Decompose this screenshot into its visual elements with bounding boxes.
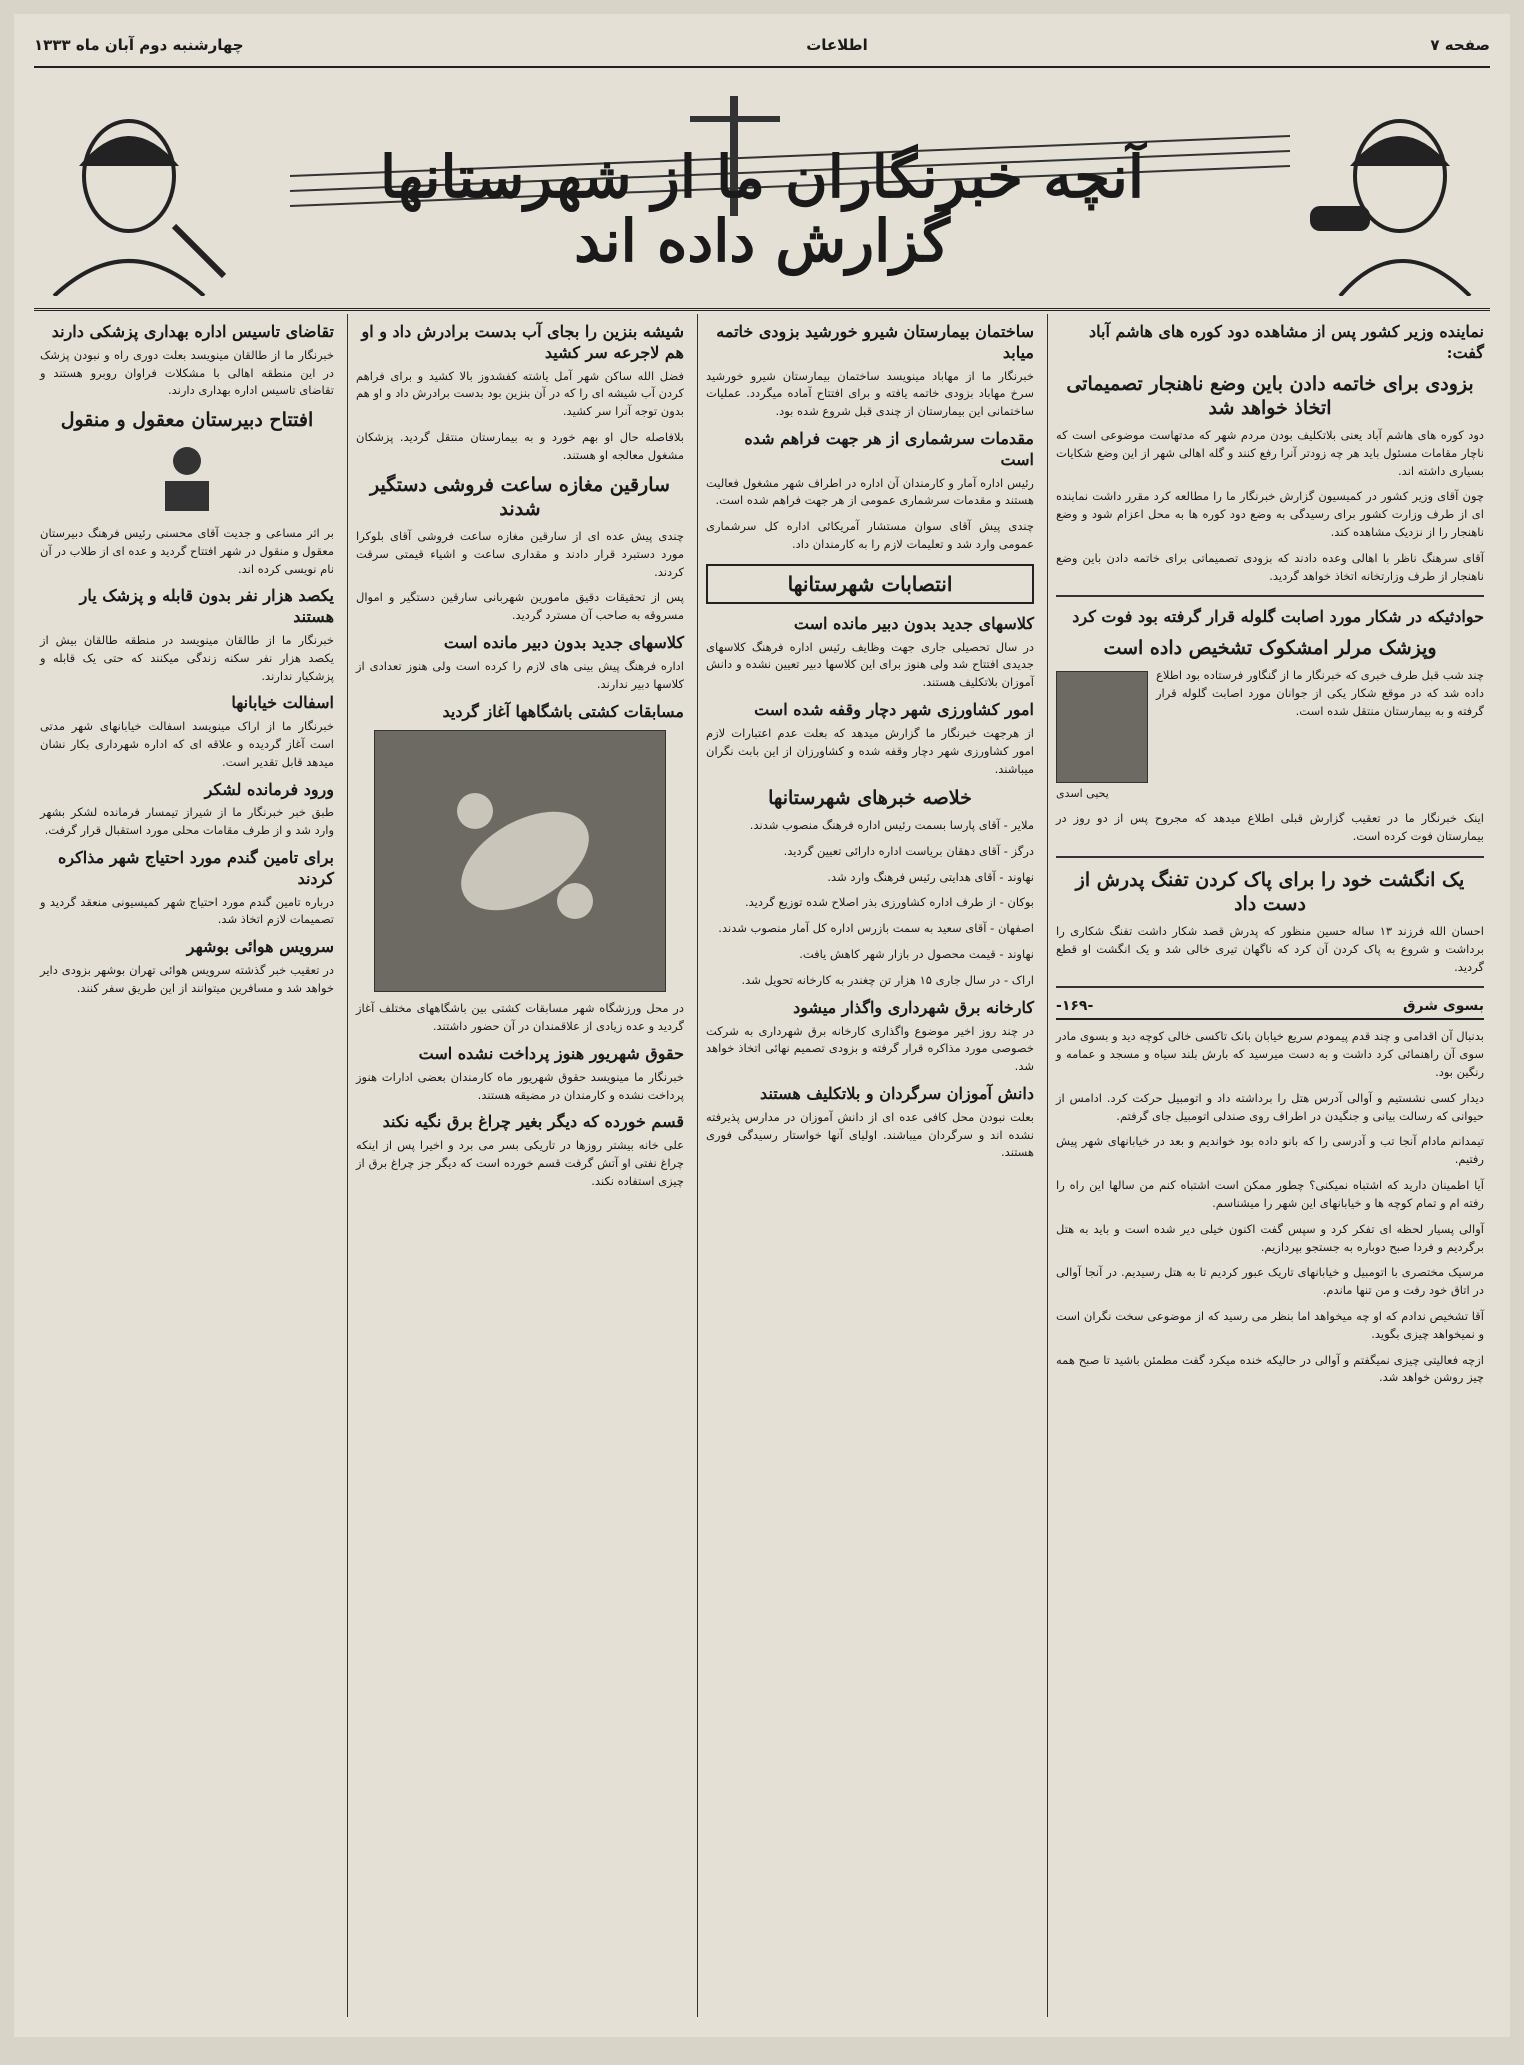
headline: سرویس هوائی بوشهر (186, 937, 334, 957)
article-text: بلافاصله حال او بهم خورد و به بیمارستان منتقل گردید. پزشکان مشغول معالجه او هستند. (356, 430, 684, 462)
headline: شیشه بنزین را بجای آب بدست برادرش داد و او هم لاجرعه سر کشید (361, 322, 684, 362)
article-text: رئیس اداره آمار و کارمندان آن اداره در اطراف شهر مشغول فعالیت هستند و مقدمات سرشماری عمومی از هر جهت فراهم شده است. (706, 475, 1034, 508)
news-brief: نهاوند - آقای هدایتی رئیس فرهنگ وارد شد. (827, 869, 1034, 884)
issue-date: چهارشنبه دوم آبان ماه ۱۳۳۳ (34, 36, 244, 54)
headline: مقدمات سرشماری از هر جهت فراهم شده است (744, 429, 1034, 469)
serial-header (1056, 998, 1484, 1020)
column-2 (700, 314, 1040, 2017)
article-text: دیدار کسی نشستیم و آوالی آدرس هتل را برداشته داد و اتومبیل حرکت کرد. ادامس از حیوانی که رسالت بیانی و جنگیدن در اطراف روی صندلی اتومبیل جای گرفتم. (1056, 1090, 1484, 1123)
headline: بزودی برای خاتمه دادن باین وضع ناهنجار تصمیماتی اتخاذ خواهد شد (1066, 372, 1474, 420)
article-text: ازچه فعالیتی چیزی نمیگفتم و آوالی در حالیکه خنده میکرد گفت مطمئن باشید تا صبح همه چیز روشن خواهد شد. (1056, 1352, 1484, 1385)
article-text: احسان الله فرزند ۱۳ ساله حسین منظور که پدرش قصد شکار داشت تفنگ شکاری را برداشت و شروع به پاک کردن آن کرد که ناگهان تیری خالی شد و یک انگشت او قطع گردید. (1056, 923, 1484, 974)
column-rule (697, 314, 698, 2017)
article-text: تیمدانم مادام آنجا تب و آدرسی را که بانو داده بود خواندیم و بعد در خیابانهای شهر پیش رفتیم. (1056, 1134, 1484, 1167)
headline: وپزشک مرلر امشکوک تشخیص داده است (1103, 637, 1437, 660)
headline: یکصد هزار نفر بدون قابله و پزشک یار هستند (79, 586, 334, 627)
paper-name: اطلاعات (806, 36, 868, 54)
article-text: فضل الله ساکن شهر آمل یاشته کفشدوز بالا کشید و برای فراهم کردن آب شیشه ای را که در آن بنزین بود بدست برادرش داد و او هم بدون توجه آنرا سر کشید. (356, 368, 684, 419)
article-text: در محل ورزشگاه شهر مسابقات کشتی بین باشگاههای مختلف آغاز گردید و عده زیادی از علاقمندان در آن حضور داشتند. (356, 1001, 684, 1034)
article-text: آقا تشخیص ندادم که او چه میخواهد اما بنظر می رسید که از موضوعی سخت نگران است و نمیخواهد چیزی بگوید. (1056, 1308, 1484, 1341)
article-text: بر اثر مساعی و جدیت آقای محسنی رئیس فرهنگ دبیرستان معقول و منقول در شهر افتتاح گردید و عده ای از طلاب در آن نام نویسی کرده اند. (40, 525, 334, 576)
news-brief: اراک - در سال جاری ۱۵ هزار تن چغندر به کارخانه تحویل شد. (741, 972, 1034, 987)
serial-title: بسوی شرق (1403, 998, 1484, 1015)
divider (1056, 595, 1484, 597)
headline: سارقین مغازه ساعت فروشی دستگیر شدند (370, 473, 670, 521)
headline: برای تامین گندم مورد احتیاج شهر مذاکره کردند (57, 848, 334, 888)
headline: افتتاح دبیرستان معقول و منقول (60, 409, 314, 432)
column-4 (34, 314, 340, 2017)
column-1 (1050, 314, 1490, 2017)
headline: حوادثیکه در شکار مورد اصابت گلوله قرار گرفته بود فوت کرد (1072, 607, 1484, 627)
serial-number: -۱۶۹- (1056, 998, 1094, 1015)
divider (1056, 986, 1484, 988)
article-text: آقای سرهنگ ناظر با اهالی وعده دادند که بزودی تصمیماتی برای خاتمه دادن باین وضع ناهنجار از طرف وزارتخانه اتخاذ خواهد گردید. (1056, 550, 1484, 583)
headline: دانش آموزان سرگردان و بلاتکلیف هستند (760, 1083, 1034, 1103)
article-text: مرسیک مختصری با اتومبیل و خیابانهای تاریک عبور کردیم تا به هتل رسیدیم. در آنجا آوالی در اتاق خود رفت و من تنها ماندم. (1056, 1265, 1484, 1298)
article-text: بعلت نبودن محل کافی عده ای از دانش آموزان در مدارس پذیرفته نشده اند و سرگردان میباشند. اولیای آنها خواستار رسیدگی فوری هستند. (706, 1109, 1034, 1160)
news-brief: درگز - آقای دهقان بریاست اداره دارائی تعیین گردید. (783, 843, 1034, 858)
article-text: علی خانه بیشتر روزها در تاریکی بسر می برد و اخیرا پس از اینکه چراغ نفتی او آتش گرفت قسم خورده است که دیگر جز چراغ برق از چیزی استفاده نکند. (356, 1138, 684, 1188)
headline: نماینده وزیر کشور پس از مشاهده دود کوره های هاشم آباد گفت: (1089, 322, 1484, 362)
article-text: طبق خبر خبرنگار ما از شیراز تیمسار فرمانده لشکر بشهر وارد شد و از طرف مقامات محلی مورد استقبال قرار گرفت. (40, 805, 334, 838)
man-writing-illustration (34, 106, 244, 296)
column-3 (350, 314, 690, 2017)
book-reader-icon (147, 439, 227, 519)
headline: ساختمان بیمارستان شیرو خورشید بزودی خاتمه میابد (716, 322, 1034, 362)
page-number: صفحه ۷ (1430, 36, 1490, 54)
masthead-title: آنچه خبرنگاران ما از شهرستانها گزارش داده اند (380, 143, 1144, 275)
article-text: چندی پیش عده ای از سارقین مغازه ساعت فروشی آقای بلوکرا مورد دستبرد قرار دادند و مقداری ساعت و اشیاء قیمتی سرقت کردند. (356, 529, 684, 579)
article-text: خبرنگار ما از اراک مینویسد اسفالت خیابانهای شهر مدتی است آغاز گردیده و علاقه ای که اداره شهرداری بکار نشان میدهد قابل تقدیر است. (40, 719, 334, 769)
headline: اسفالت خیابانها (231, 693, 334, 713)
headline: ورود فرمانده لشکر (204, 779, 334, 799)
news-brief: بوکان - از طرف اداره کشاورزی بذر اصلاح شده توزیع گردید. (744, 895, 1034, 910)
article-text: خبرنگار ما از مهاباد مینویسد ساختمان بیمارستان شیرو خورشید سرخ مهاباد بزودی خاتمه یافته و برای افتتاح آماده میگردد. عملیات ساختمانی این بیمارستان از چندی قبل شروع شده بود. (706, 368, 1034, 419)
headline: کارخانه برق شهرداری واگذار میشود (793, 997, 1034, 1017)
article-text: خبرنگار ما از طالقان مینویسد بعلت دوری راه و نبودن پزشک در این منطقه اهالی با مشکلات فراوان روبرو هستند و تقاضای تاسیس اداره بهداری دارند. (40, 347, 334, 398)
news-brief: ملایر - آقای پارسا بسمت رئیس اداره فرهنگ منصوب شدند. (749, 818, 1034, 833)
headline: کلاسهای جدید بدون دبیر مانده است (443, 633, 684, 653)
article-text: در چند روز اخیر موضوع واگذاری کارخانه برق شهرداری به شرکت خصوصی مورد مذاکره قرار گرفته و بزودی تصمیم نهائی اتخاذ خواهد شد. (706, 1023, 1034, 1074)
article-text: چند شب قبل طرف خبری که خبرنگار ما از گنگاور فرستاده بود اطلاع داده شد که در موقع شکار یکی از جوانان مورد اصابت گلوله قرار گرفته و به بیمارستان منتقل شده است. (1156, 667, 1484, 718)
article-text: در تعقیب خبر گذشته سرویس هوائی تهران بوشهر بزودی دایر خواهد شد و مسافرین میتوانند از این طریق سفر کنند. (40, 963, 334, 995)
article-text: چندی پیش آقای سوان مستشار آمریکائی اداره کل سرشماری عمومی وارد شد و تعلیمات لازم را به کارمندان داد. (706, 519, 1034, 552)
news-brief: نهاوند - قیمت محصول در بازار شهر کاهش یافت. (799, 947, 1034, 962)
article-text: خبرنگار ما از طالقان مینویسد در منطقه طالقان بیش از یکصد هزار نفر سکنه زندگی میکنند که حتی یک قابله و پزشکیار ندارند. (40, 632, 334, 683)
headline: کلاسهای جدید بدون دبیر مانده است (793, 613, 1034, 633)
article-text: چون آقای وزیر کشور در کمیسیون گزارش خبرنگار ما را مطالعه کرد مقرر داشت نماینده ای از طرف وزارت کشور برای رسیدگی به وضع دود کوره ها به محل اعزام شود و وضع ناهنجار را از نزدیک مشاهده کند. (1056, 489, 1484, 540)
wrestlers-icon (375, 731, 665, 991)
column-rule (1047, 314, 1048, 2017)
masthead (34, 76, 1490, 311)
newspaper-page (14, 14, 1510, 2037)
divider (1056, 856, 1484, 858)
article-text: خبرنگار ما مینویسد حقوق شهریور ماه کارمندان بعضی ادارات هنوز پرداخت نشده و کارمندان در مضیقه هستند. (356, 1069, 684, 1102)
wrestling-photo (374, 730, 666, 992)
article-text: آیا اطمینان دارید که اشتباه نمیکنی؟ چطور ممکن است اشتباه کنم من سالها این راه را رفته ام و تمام کوچه ها و خیابانهای این شهر را میشناسم. (1056, 1178, 1484, 1210)
headline: قسم خورده که دیگر بغیر چراغ برق نگیه نکند (382, 1112, 684, 1132)
article-text: در سال تحصیلی جاری جهت وظایف رئیس اداره فرهنگ کلاسهای جدیدی افتتاح شد ولی هنوز برای این کلاسها دبیر تعیین نشده و دانش آموزان بلاتکلیف هستند. (706, 639, 1034, 690)
headline: حقوق شهریور هنوز پرداخت نشده است (418, 1043, 684, 1063)
article-text: پس از تحقیقات دقیق مامورین شهربانی سارقین دستگیر و اموال مسروقه به صاحب آن مسترد گردید. (356, 590, 684, 623)
article-text: درباره تامین گندم مورد احتیاج شهر کمیسیونی منعقد گردید و تصمیمات لازم اتخاذ شد. (40, 894, 334, 927)
article-text: از هرجهت خبرنگار ما گزارش میدهد که بعلت عدم اعتبارات لازم امور کشاورزی شهر دچار وقفه شده و کشاورزان از این بابت نگران میباشند. (706, 725, 1034, 776)
headline: یک انگشت خود را برای پاک کردن تفنگ پدرش از دست داد (1075, 868, 1465, 916)
article-text: اداره فرهنگ پیش بینی های لازم را کرده است ولی هنوز تعدادی از کلاسها دبیر ندارند. (356, 658, 684, 691)
news-brief: اصفهان - آقای سعید به سمت بازرس اداره کل آمار منصوب شدند. (718, 921, 1034, 936)
photo-caption: یحیی اسدی (1056, 786, 1109, 800)
headline: تقاضای تاسیس اداره بهداری پزشکی دارند (51, 322, 334, 341)
page-header (34, 24, 1490, 68)
column-rule (347, 314, 348, 2017)
headline: امور کشاورزی شهر دچار وقفه شده است (754, 700, 1034, 720)
article-text: بدنبال آن اقدامی و چند قدم پیمودم سریع خیابان بانک تاکسی خالی کوچه دید و بسوی مادر سوی آن راهنمائی کرد داشت و به دست میرسید که بارش بلند سیاه و مسجد و عمامه و رنگین بود. (1056, 1029, 1484, 1080)
headline: خلاصه خبرهای شهرستانها (768, 787, 972, 810)
portrait-photo (1056, 671, 1148, 783)
article-text: اینک خبرنگار ما در تعقیب گزارش قبلی اطلاع میدهد که مجروح پس از دو روز در بیمارستان فوت کرده است. (1056, 810, 1484, 843)
article-text: آوالی پسیار لحظه ای تفکر کرد و سپس گفت اکنون خیلی دیر شده است و باید به هتل برگردیم و فردا صبح دوباره به جستجو بپردازیم. (1056, 1221, 1484, 1254)
article-text: دود کوره های هاشم آباد یعنی بلاتکلیف بودن مردم شهر که مدتهاست موضوعی است که ناچار مقامات مسئول باید هر چه زودتر آنرا رفع کنند و گله اهالی شهر از این وضع شکایات بسیاری داشته اند. (1056, 427, 1484, 478)
man-on-phone-illustration (1280, 106, 1490, 296)
section-banner: انتصابات شهرستانها (706, 564, 1034, 604)
headline: مسابقات کشتی باشگاهها آغاز گردید (442, 701, 684, 721)
